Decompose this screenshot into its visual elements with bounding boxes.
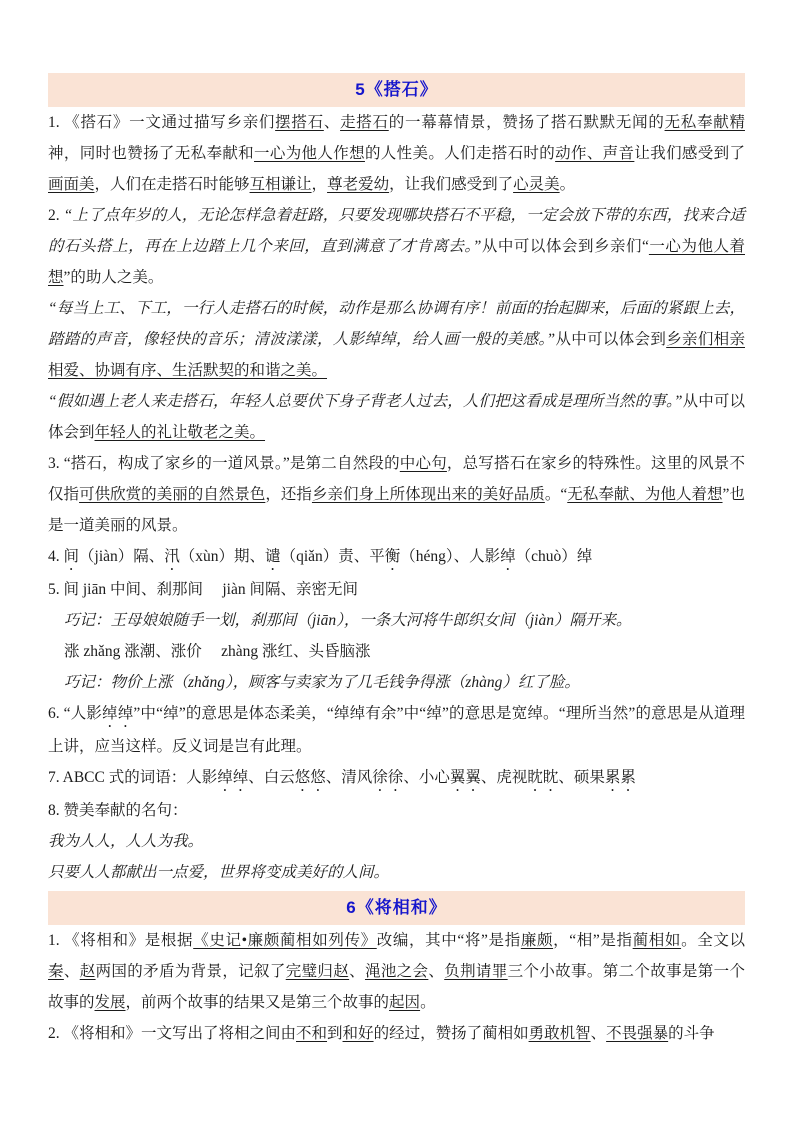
text-run: （jiàn）隔、 xyxy=(79,548,165,565)
text-run: （héng）、人影 xyxy=(400,548,501,565)
underlined-text: 不畏强暴 xyxy=(606,1025,669,1042)
emphasized-text: 眈眈 xyxy=(527,769,559,786)
text-run: （chuò）绰 xyxy=(515,548,593,565)
text-run: 三个小故事。第二个故事是第一个故事的 xyxy=(48,963,745,1011)
text-run: 。 xyxy=(559,176,576,193)
lesson-section-1 xyxy=(48,73,745,888)
paragraph xyxy=(48,605,745,636)
text-run: 2. xyxy=(48,207,64,224)
text-run: 、硕果 xyxy=(558,769,605,786)
emphasized-text: 绰绰 xyxy=(217,769,249,786)
emphasized-text: 徐徐 xyxy=(372,769,404,786)
paragraph xyxy=(48,1018,745,1049)
text-run: 、 xyxy=(349,963,365,980)
underlined-text: 无私奉献精 xyxy=(664,114,745,131)
underlined-text: 一心为他人着想 xyxy=(48,238,745,286)
paragraph xyxy=(48,448,745,541)
underlined-text: 勇敢机智 xyxy=(528,1025,591,1042)
text-run: 两国的矛盾为背景，记叙了 xyxy=(95,963,286,980)
text-run: ，前两个故事的结果又是第三个故事的 xyxy=(125,994,390,1011)
underlined-text: 无私奉献、为他人着想 xyxy=(567,486,723,503)
text-run: 。 xyxy=(420,994,436,1011)
paragraph xyxy=(48,698,745,762)
underlined-text: 廉颇 xyxy=(520,932,554,949)
underlined-text: 乡亲们身上所体现出来的美好品质 xyxy=(311,486,545,503)
text-run: 的斗争 xyxy=(668,1025,715,1042)
emphasized-text: 谴 xyxy=(265,548,281,565)
text-run: ”的助人之美。 xyxy=(63,269,164,286)
text-run: 6. “人影 xyxy=(48,705,103,722)
text-run: 神，同时也赞扬了无私奉献和 xyxy=(48,145,255,162)
text-run: 到 xyxy=(327,1025,343,1042)
emphasized-text: 绰 xyxy=(500,548,516,565)
text-run: 的经过，赞扬了蔺相如 xyxy=(373,1025,529,1042)
text-run: ，让我们感受到了 xyxy=(389,176,514,193)
text-run: ”中“绰”的意思是体态柔美，“绰绰有余”中“绰”的意思是宽绰。“理所当然”的意思是从道理上讲，应当这样。反义词是岂有此理。 xyxy=(48,705,745,755)
underlined-text: 动作、声音 xyxy=(555,145,635,162)
underlined-text: 尊老爱幼 xyxy=(327,176,390,193)
text-run: （xùn）期、 xyxy=(179,548,266,565)
underlined-text: 《史记•廉颇蔺相如列传》 xyxy=(193,932,377,949)
underlined-text: 秦 xyxy=(48,963,64,980)
text-run: 从中可以体会到 xyxy=(48,393,745,441)
text-run: 从中可以体会到乡亲们“ xyxy=(481,238,649,255)
paragraph xyxy=(48,107,745,200)
emphasized-text: 翼翼 xyxy=(449,769,481,786)
underlined-text: 负荆请罪 xyxy=(444,963,508,980)
document-content xyxy=(48,73,745,1049)
text-run: 3. “搭石，构成了家乡的一道风景。”是第二自然段的 xyxy=(48,455,400,472)
underlined-text: 蔺相如 xyxy=(632,932,682,949)
text-run: 只要人人都献出一点爱，世界将变成美好的人间。 xyxy=(48,864,390,881)
text-run: 2. 《将相和》一文写出了将相之间由 xyxy=(48,1025,297,1042)
underlined-text: 摆搭石 xyxy=(275,114,324,131)
text-run: 1. 《将相和》是根据 xyxy=(48,932,194,949)
section-title: 6《将相和》 xyxy=(346,898,447,917)
text-run: 、 xyxy=(323,114,341,131)
paragraph xyxy=(48,925,745,1018)
paragraph xyxy=(48,293,745,386)
text-run: 、白云 xyxy=(248,769,295,786)
text-run: ， xyxy=(311,176,328,193)
text-run: 的一幕幕情景，赞扬了搭石默默无闻的 xyxy=(388,114,665,131)
emphasized-text: 间 xyxy=(63,548,80,565)
text-run: “假如遇上老人来走搭石，年轻人总要伏下身子背老人过去，人们把这看成是理所当然的事。” xyxy=(48,393,683,410)
text-run: 、 xyxy=(428,963,445,980)
text-run: 5. 间 jiān 中间、刹那间 jiàn 间隔、亲密无间 xyxy=(48,581,358,598)
text-run: 1. 《搭石》一文通过描写乡亲们 xyxy=(48,114,276,131)
text-run: 8. 赞美奉献的名句： xyxy=(48,802,188,819)
underlined-text: 心灵美 xyxy=(513,176,560,193)
text-run: 巧记：王母娘娘随手一划，刹那间（jiān），一条大河将牛郎织女间（jiàn）隔开来。 xyxy=(64,612,632,629)
text-run: ，“相”是指 xyxy=(553,932,633,949)
emphasized-text: 衡 xyxy=(384,548,401,565)
text-run: 涨 zhǎng 涨潮、涨价 zhàng 涨红、头昏脑涨 xyxy=(64,643,371,660)
paragraph xyxy=(48,795,745,826)
underlined-text: 一心为他人作想 xyxy=(254,145,365,162)
paragraph xyxy=(48,574,745,605)
underlined-text: 和好 xyxy=(342,1025,374,1042)
text-run: 、清风 xyxy=(325,769,373,786)
paragraph xyxy=(48,200,745,293)
underlined-text: 起因 xyxy=(389,994,421,1011)
text-run: ，人们在走搭石时能够 xyxy=(94,176,250,193)
underlined-text: 发展 xyxy=(94,994,126,1011)
underlined-text: 中心句 xyxy=(399,455,447,472)
underlined-text: 乡亲们相亲相爱、协调有序、生活默契的和谐之美。 xyxy=(48,331,745,379)
paragraph xyxy=(48,762,745,795)
emphasized-text: 绰绰 xyxy=(102,705,134,722)
paragraph xyxy=(48,386,745,448)
text-run: 巧记：物价上涨（zhǎng），顾客与卖家为了几毛钱争得涨（zhàng）红了脸。 xyxy=(64,674,580,691)
lesson-section-2 xyxy=(48,891,745,1049)
section-title-bar xyxy=(48,891,745,925)
text-run: ，总写搭石在家乡的特殊性。这里的风景不仅指 xyxy=(48,455,745,503)
text-run: 、虎视 xyxy=(480,769,528,786)
underlined-text: 互相谦让 xyxy=(249,176,312,193)
underlined-text: 画面美 xyxy=(48,176,95,193)
underlined-text: 不和 xyxy=(296,1025,328,1042)
underlined-text: 可供欣赏的美丽的自然景色 xyxy=(79,486,266,503)
text-run: 4. xyxy=(48,548,64,565)
underlined-text: 年轻人的礼让敬老之美。 xyxy=(94,424,266,441)
section-title: 5《搭石》 xyxy=(355,80,438,99)
text-run: 7. ABCC 式的词语：人影 xyxy=(48,769,218,786)
underlined-text: 赵 xyxy=(79,963,96,980)
underlined-text: 渑池之会 xyxy=(364,963,429,980)
underlined-text: 完璧归赵 xyxy=(285,963,350,980)
text-run: 从中可以体会到 xyxy=(555,331,667,348)
text-run: 我为人人，人人为我。 xyxy=(48,833,204,850)
text-run: 。全文以 xyxy=(681,932,745,949)
text-run: （qiǎn）责、平 xyxy=(280,548,385,565)
paragraph xyxy=(48,541,745,574)
emphasized-text: 汛 xyxy=(164,548,180,565)
paragraph xyxy=(48,667,745,698)
text-run: 的人性美。人们走搭石时的 xyxy=(364,145,556,162)
emphasized-text: 悠悠 xyxy=(294,769,326,786)
text-run: 、小心 xyxy=(403,769,450,786)
text-run: “每当上工、下工，一行人走搭石的时候，动作是那么协调有序！前面的抬起脚来，后面的紧跟上去，踏踏的声音，像轻快的音乐；清波漾漾，人影绰绰，给人画一般的美感。” xyxy=(48,300,745,348)
underlined-text: 走搭石 xyxy=(340,114,389,131)
section-title-bar xyxy=(48,73,745,107)
paragraph xyxy=(48,857,745,888)
paragraph xyxy=(48,636,745,667)
text-run: “上了点年岁的人，无论怎样急着赶路，只要发现哪块搭石不平稳，一定会放下带的东西，找来合适的石头搭上，再在上边踏上几个来回，直到满意了才肯离去。” xyxy=(48,207,746,255)
text-run: 改编，其中“将”是指 xyxy=(376,932,521,949)
text-run: 让我们感受到了 xyxy=(634,145,745,162)
paragraph xyxy=(48,826,745,857)
text-run: 。“ xyxy=(544,486,568,503)
text-run: ，还指 xyxy=(265,486,312,503)
text-run: 、 xyxy=(590,1025,607,1042)
text-run: ”也是一道美丽的风景。 xyxy=(48,486,745,534)
emphasized-text: 累累 xyxy=(604,769,636,786)
text-run: 、 xyxy=(63,963,80,980)
